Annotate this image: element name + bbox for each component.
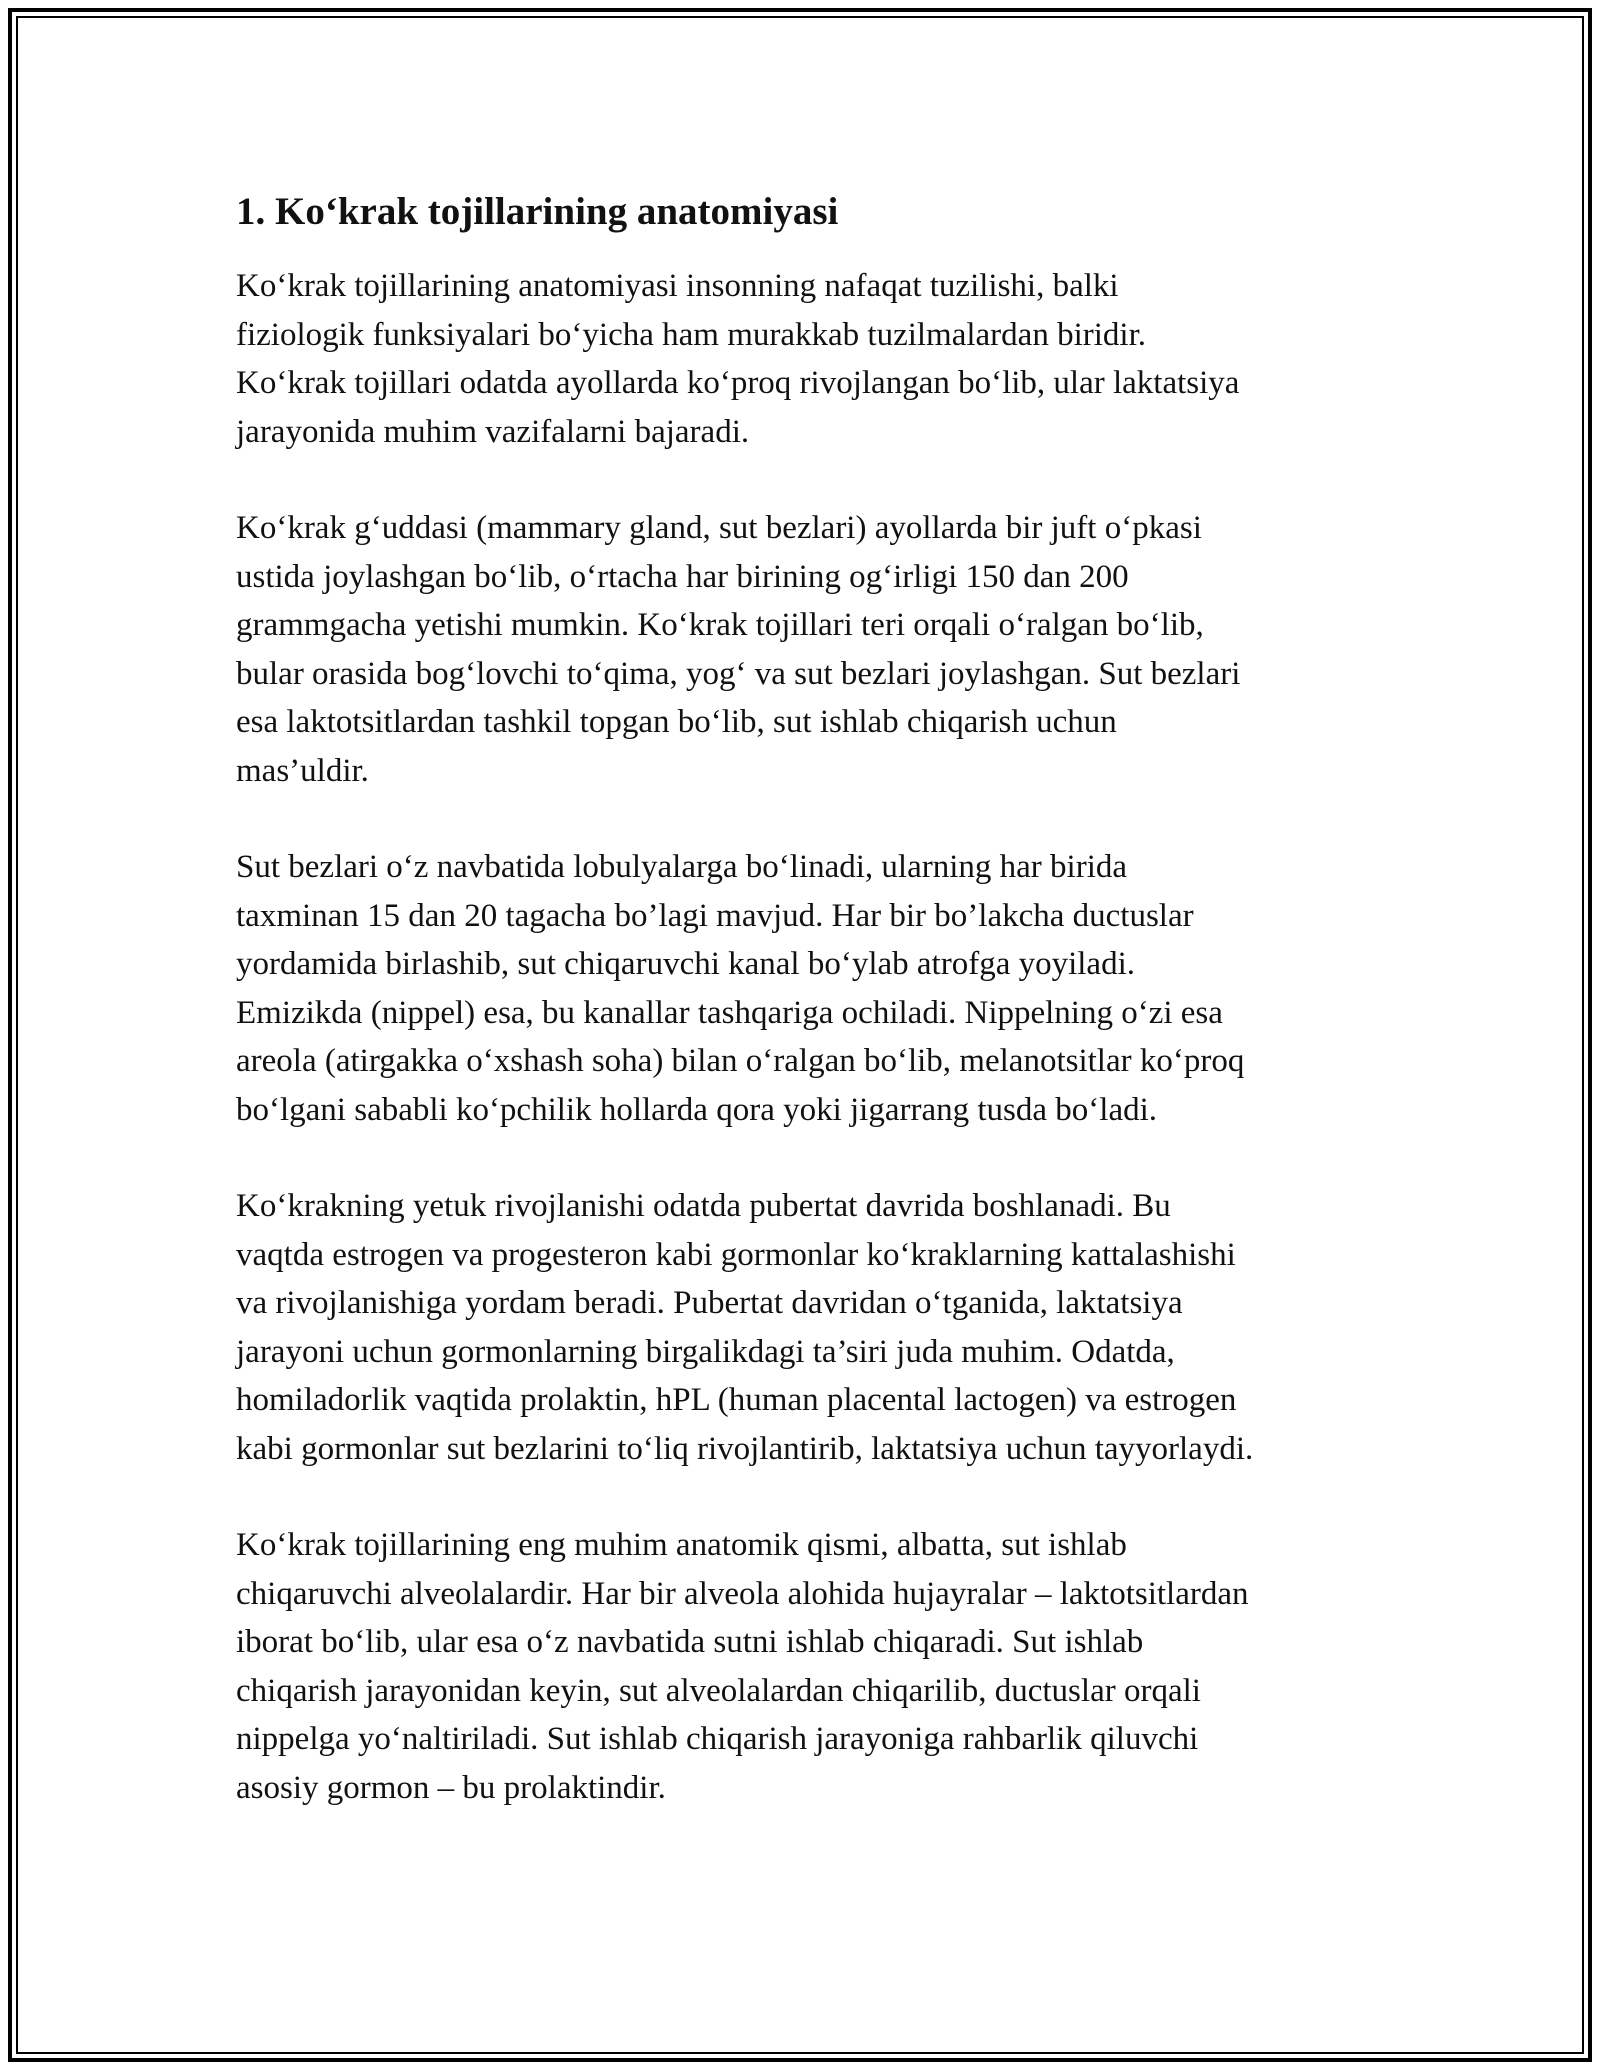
- paragraph-line: kabi gormonlar sut bezlarini to‘liq rivojlantirib, laktatsiya uchun tayyorlaydi.: [236, 1430, 1254, 1467]
- paragraph-2: [236, 504, 1376, 795]
- paragraph-line: iborat bo‘lib, ular esa o‘z navbatida sutni ishlab chiqaradi. Sut ishlab: [236, 1624, 1144, 1660]
- paragraph-line: jarayonida muhim vazifalarni bajaradi.: [236, 413, 750, 450]
- paragraph-line: Ko‘krak tojillarining eng muhim anatomik qismi, albatta, sut ishlab: [236, 1527, 1127, 1563]
- paragraph-line: jarayoni uchun gormonlarning birgalikdagi ta’siri juda muhim. Odatda,: [236, 1333, 1175, 1370]
- paragraph-1: [236, 262, 1376, 456]
- paragraph-line: fiziologik funksiyalari bo‘yicha ham murakkab tuzilmalardan biridir.: [236, 316, 1146, 353]
- paragraph-3: [236, 843, 1376, 1134]
- paragraph-5: [236, 1521, 1376, 1812]
- paragraph-line: Ko‘krak tojillarining anatomiyasi insonning nafaqat tuzilishi, balki: [236, 268, 1119, 304]
- paragraph-line: Sut bezlari o‘z navbatida lobulyalarga bo‘linadi, ularning har birida: [236, 849, 1128, 885]
- paragraph-line: ustida joylashgan bo‘lib, o‘rtacha har birining og‘irligi 150 dan 200: [236, 558, 1129, 595]
- paragraph-line: chiqarish jarayonidan keyin, sut alveolalardan chiqarilib, ductuslar orqali: [236, 1672, 1201, 1709]
- paragraph-line: areola (atirgakka o‘xshash soha) bilan o‘ralgan bo‘lib, melanotsitlar ko‘proq: [236, 1043, 1245, 1079]
- paragraph-line: Ko‘krak tojillari odatda ayollarda ko‘proq rivojlangan bo‘lib, ular laktatsiya: [236, 365, 1240, 401]
- paragraph-line: nippelga yo‘naltiriladi. Sut ishlab chiqarish jarayoniga rahbarlik qiluvchi: [236, 1721, 1199, 1757]
- paragraph-line: grammgacha yetishi mumkin. Ko‘krak tojillari teri orqali o‘ralgan bo‘lib,: [236, 607, 1204, 643]
- paragraph-line: chiqaruvchi alveolalardir. Har bir alveola alohida hujayralar – laktotsitlardan: [236, 1575, 1249, 1612]
- paragraph-line: vaqtda estrogen va progesteron kabi gormonlar ko‘kraklarning kattalashishi: [236, 1236, 1236, 1273]
- paragraph-line: Ko‘krak g‘uddasi (mammary gland, sut bezlari) ayollarda bir juft o‘pkasi: [236, 510, 1202, 546]
- paragraph-4: [236, 1182, 1376, 1473]
- paragraph-line: va rivojlanishiga yordam beradi. Pubertat davridan o‘tganida, laktatsiya: [236, 1285, 1183, 1321]
- paragraph-line: Ko‘krakning yetuk rivojlanishi odatda pubertat davrida boshlanadi. Bu: [236, 1188, 1171, 1224]
- paragraph-line: homiladorlik vaqtida prolaktin, hPL (human placental lactogen) va estrogen: [236, 1382, 1237, 1418]
- paragraph-line: yordamida birlashib, sut chiqaruvchi kanal bo‘ylab atrofga yoyiladi.: [236, 946, 1135, 982]
- section-heading: 1. Ko‘krak tojillarining anatomiyasi: [236, 190, 839, 233]
- paragraph-line: mas’uldir.: [236, 752, 369, 789]
- paragraph-line: Emizikda (nippel) esa, bu kanallar tashqariga ochiladi. Nippelning o‘zi esa: [236, 994, 1223, 1031]
- paragraph-line: taxminan 15 dan 20 tagacha bo’lagi mavjud. Har bir bo’lakcha ductuslar: [236, 897, 1194, 934]
- paragraph-line: bular orasida bog‘lovchi to‘qima, yog‘ va sut bezlari joylashgan. Sut bezlari: [236, 655, 1241, 692]
- paragraph-line: bo‘lgani sababli ko‘pchilik hollarda qora yoki jigarrang tusda bo‘ladi.: [236, 1091, 1158, 1128]
- paragraph-line: asosiy gormon – bu prolaktindir.: [236, 1769, 666, 1806]
- paragraph-line: esa laktotsitlardan tashkil topgan bo‘lib, sut ishlab chiqarish uchun: [236, 704, 1117, 740]
- document-body: [236, 186, 1376, 1860]
